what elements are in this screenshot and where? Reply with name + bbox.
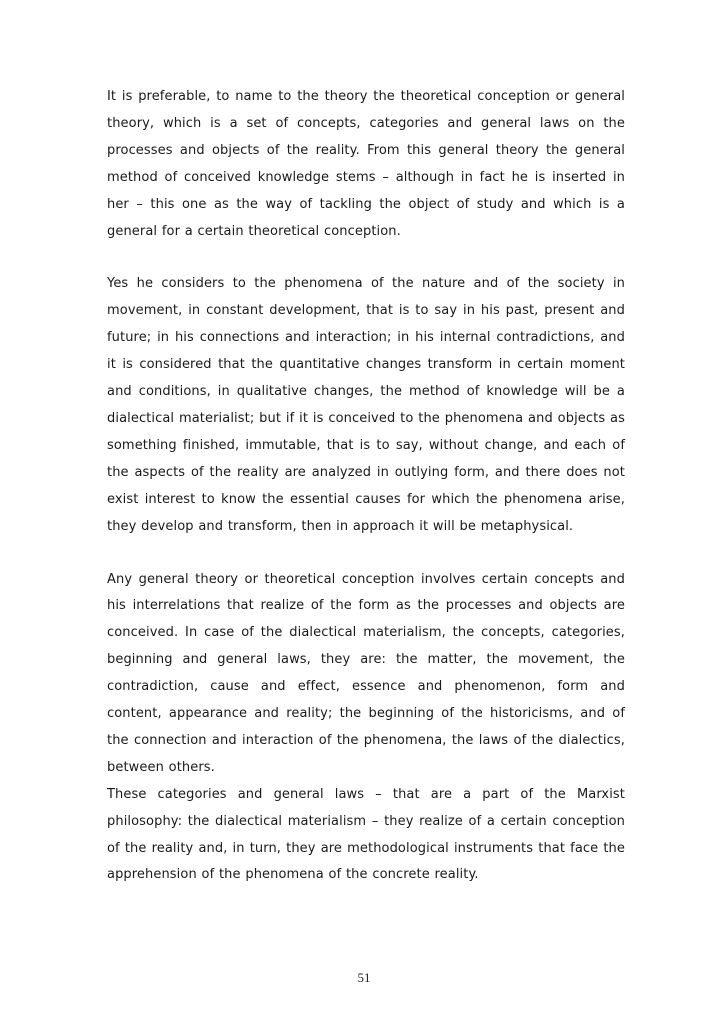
document-page <box>107 84 625 889</box>
paragraph-dialectical-method: Yes he considers to the phenomena of the nature and of the society in movement, in constant development, that is to say in his past, present and future; in his connections and interaction; in his internal contradictions, and it is considered that the quantitative changes transform in certain moment and conditions, in qualitative changes, the method of knowledge will be a dialectical materialist; but if it is conceived to the phenomena and objects as something finished, immutable, that is to say, without change, and each of the aspects of the reality are analyzed in outlying form, and there does not exist interest to know the essential causes for which the phenomena arise, they develop and transform, then in approach it will be metaphysical. <box>107 276 625 534</box>
paragraph-spacer <box>107 541 625 567</box>
paragraph-general-concepts: Any general theory or theoretical conception involves certain concepts and his interrelations that realize of the form as the processes and objects are conceived. In case of the dialectical materialism, the concepts, categories, beginning and general laws, they are: the matter, the movement, the contradiction, cause and effect, essence and phenomenon, form and content, appearance and reality; the beginning of the historicisms, and of the connection and interaction of the phenomena, the laws of the dialectics, between others. <box>107 571 625 775</box>
page-number: 51 <box>357 970 371 985</box>
paragraph-theory-definition: It is preferable, to name to the theory the theoretical conception or general theory, which is a set of concepts, categories and general laws on the processes and objects of the reality. From this general theory the general method of conceived knowledge stems – although in fact he is inserted in her – this one as the way of tackling the object of study and which is a general for a certain theoretical conception. <box>107 89 625 239</box>
paragraph-categories-laws: These categories and general laws – that are a part of the Marxist philosophy: the dialectical materialism – they realize of a certain conception of the reality and, in turn, they are methodological instruments that face the apprehension of the phenomena of the concrete reality. <box>107 786 625 883</box>
paragraph-spacer <box>107 245 625 271</box>
